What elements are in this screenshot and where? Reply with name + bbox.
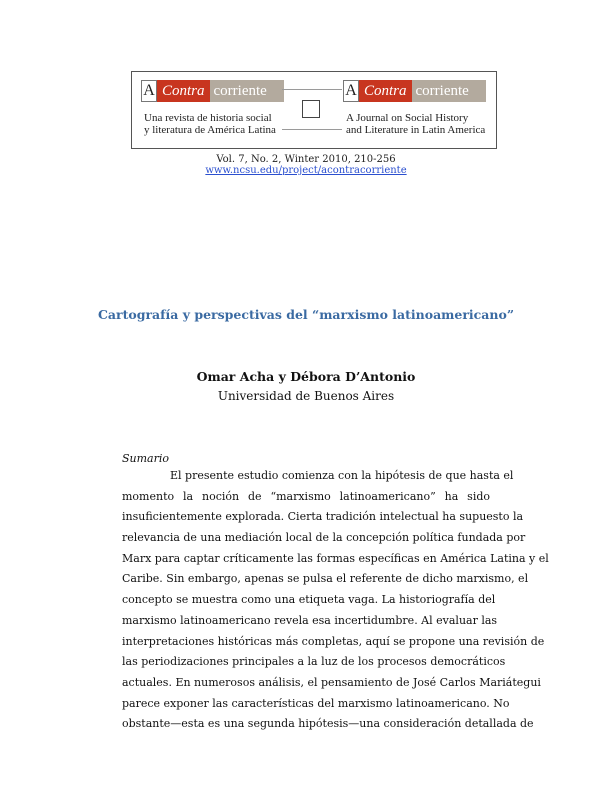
banner-spanish: [141, 80, 284, 136]
logo-corriente: corriente: [412, 80, 486, 102]
author-affiliation: Universidad de Buenos Aires: [217, 389, 395, 403]
banner-center-box: [302, 100, 320, 118]
logo-contra: Contra: [359, 80, 412, 102]
banner-spanish-line2: y literatura de América Latina: [144, 124, 276, 136]
article-title: Cartografía y perspectivas del “marxismo latinoamericano”: [97, 307, 515, 322]
abstract-line: marxismo latinoamericano revela esa incertidumbre. Al evaluar las: [122, 613, 498, 627]
abstract-line: Caribe. Sin embargo, apenas se pulsa el referente de dicho marxismo, el: [122, 572, 529, 586]
journal-banner: [131, 71, 497, 149]
abstract-line: obstante—esta es una segunda hipótesis—una consideración detallada de: [122, 717, 534, 731]
journal-url-link[interactable]: www.ncsu.edu/project/acontracorriente: [205, 165, 407, 176]
abstract-line: las periodizaciones principales a la luz de los procesos democráticos: [122, 655, 506, 669]
abstract-line: Marx para captar críticamente las formas específicas en América Latina y el: [122, 551, 549, 565]
citation-volume: Vol. 7, No. 2, Winter 2010, 210-256: [216, 154, 396, 165]
banner-english-line2: and Literature in Latin America: [346, 124, 486, 136]
abstract-line: momento la noción de “marxismo latinoamericano” ha sido: [122, 489, 490, 503]
logo-letter-a: A: [141, 80, 157, 102]
logo-contra: Contra: [157, 80, 210, 102]
logo-corriente: corriente: [210, 80, 284, 102]
logo-letter-a: A: [343, 80, 359, 102]
banner-spanish-subtitle: [144, 112, 284, 136]
abstract-line: concepto se muestra como una etiqueta vaga. La historiografía del: [122, 593, 496, 607]
abstract-line: interpretaciones históricas más completas, aquí se propone una revisión de: [122, 634, 545, 648]
banner-divider-top: [282, 89, 342, 90]
banner-spanish-line1: Una revista de historia social: [144, 112, 272, 124]
journal-logo-english: [343, 80, 486, 102]
journal-logo-spanish: [141, 80, 284, 102]
abstract-line: insuficientemente explorada. Cierta tradición intelectual ha supuesto la: [122, 510, 524, 524]
abstract-line: parece exponer las características del marxismo latinoamericano. No: [122, 696, 510, 710]
banner-english-subtitle: [346, 112, 486, 136]
abstract-line: relevancia de una mediación local de la concepción política fundada por: [122, 531, 526, 545]
article-authors: Omar Acha y Débora D’Antonio: [196, 369, 416, 384]
abstract-line: El presente estudio comienza con la hipótesis de que hasta el: [170, 469, 514, 482]
abstract-body: [122, 466, 549, 735]
banner-english: [343, 80, 486, 136]
abstract-label: Sumario: [122, 452, 170, 465]
banner-divider-bottom: [282, 129, 342, 130]
abstract-line: actuales. En numerosos análisis, el pensamiento de José Carlos Mariátegui: [122, 675, 541, 689]
banner-english-line1: A Journal on Social History: [346, 112, 469, 124]
